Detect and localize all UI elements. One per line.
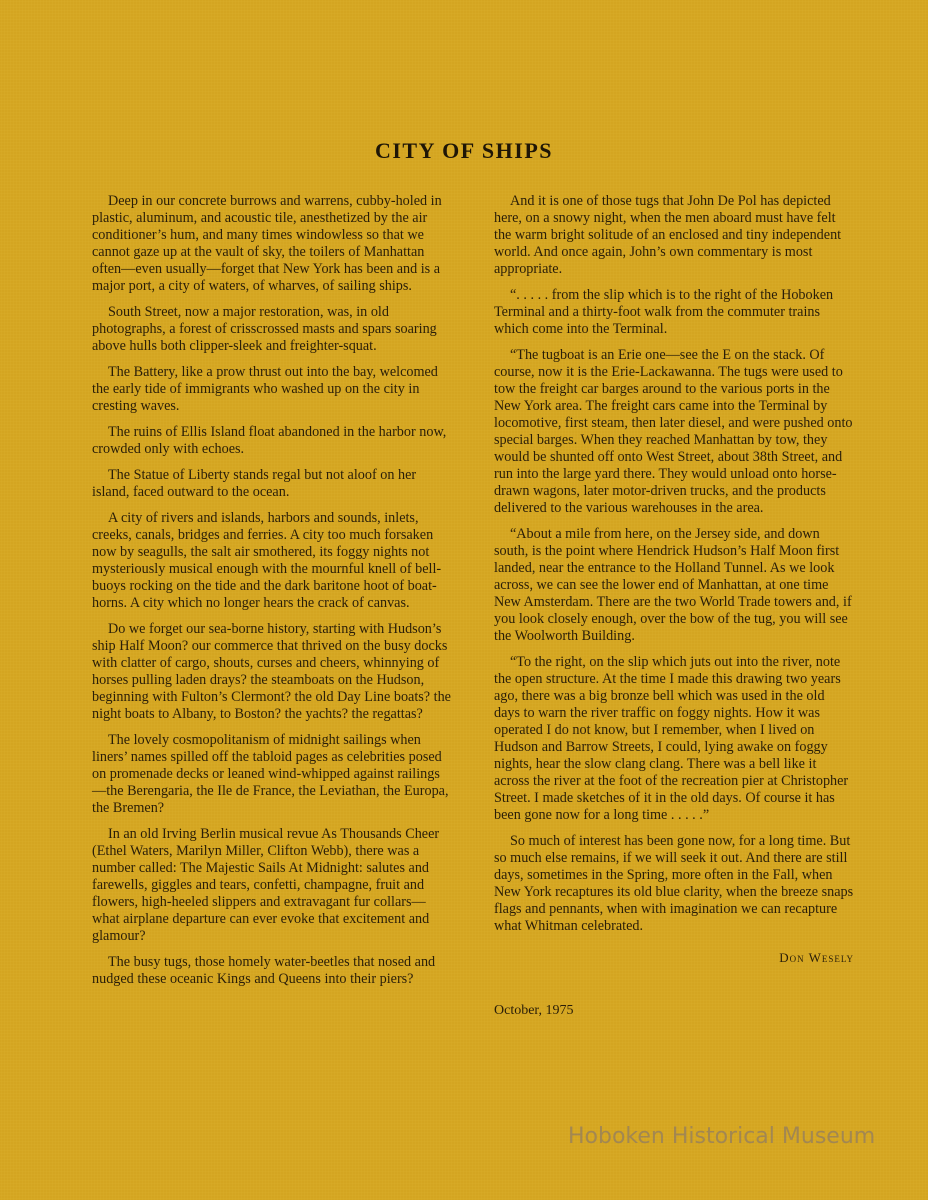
paragraph: And it is one of those tugs that John De Pol has depicted here, on a snowy night, when the men aboard must have felt the warm bright solitude of an enclosed and tiny independent world. And once again, John’s own commentary is most appropriate. [494, 193, 842, 277]
paragraph: In an old Irving Berlin musical revue As Thousands Cheer (Ethel Waters, Marilyn Miller, Clifton Webb), there was a number called: The Majestic Sails At Midnight: salutes and farewells, giggles and tears, confetti, champagne, fruit and flowers, high-heeled slippers and extravagant fur collars—what airplane departure can ever evoke that excitement and glamour? [92, 826, 440, 944]
paragraph: The ruins of Ellis Island float abandoned in the harbor now, crowded only with echoes. [92, 424, 447, 457]
date: October, 1975 [494, 1003, 574, 1018]
paragraph: The Statue of Liberty stands regal but not aloof on her island, faced outward to the ocean. [92, 467, 417, 500]
left-column [92, 193, 452, 997]
watermark: Hoboken Historical Museum [568, 1124, 876, 1149]
page-title: CITY OF SHIPS [374, 138, 553, 163]
paragraph: “The tugboat is an Erie one—see the E on the stack. Of course, now it is the Erie-Lackawanna. The tugs were used to tow the freight car barges around to the various ports in the New York area. The freight cars came into the Terminal by locomotive, first steam, then later diesel, and were pushed onto special barges. When they reached Manhattan by tow, they would be shunted off onto West Street, about 38th Street, and run into the large yard there. They would unload onto horse-drawn wagons, later motor-driven trucks, and the products delivered to the various warehouses in the area. [494, 347, 853, 516]
right-column [494, 193, 854, 1019]
paragraph: “To the right, on the slip which juts out into the river, note the open structure. At the time I made this drawing two years ago, there was a big bronze bell which was used in the old days to warn the river traffic on foggy nights. How it was operated I do not know, but I remember, when I lived on Hudson and Barrow Streets, I could, lying awake on foggy nights, hear the slow clang clang. There was a bell like it across the river at the foot of the recreation pier at Christopher Street. I made sketches of it in the old days. Of course it has been gone now for a long time . . . . .” [494, 654, 849, 823]
paragraph: “About a mile from here, on the Jersey side, and down south, is the point where Hendrick Hudson’s Half Moon first landed, near the entrance to the Holland Tunnel. As we look across, we can see the lower end of Manhattan, at one time New Amsterdam. There are the two World Trade towers and, if you look closely enough, over the bow of the tug, you will see the Woolworth Building. [494, 526, 852, 644]
paragraph: A city of rivers and islands, harbors and sounds, inlets, creeks, canals, bridges and ferries. A city too much forsaken now by seagulls, the salt air smothered, its foggy nights not mysteriously musical enough with the mournful knell of bell-buoys rocking on the tide and the dark baritone hoot of boat-horns. A city which no longer hears the crack of canvas. [92, 510, 442, 611]
paragraph: The Battery, like a prow thrust out into the bay, welcomed the early tide of immigrants who washed up on the city in cresting waves. [92, 364, 438, 414]
paragraph: So much of interest has been gone now, for a long time. But so much else remains, if we will seek it out. And there are still days, sometimes in the Spring, more often in the Fall, when New York recaptures its old blue clarity, when the breeze snaps flags and pennants, when with imagination we can recapture what Whitman celebrated. [494, 833, 854, 934]
author-signature: Don Wesely [779, 950, 854, 965]
paragraph: “. . . . . from the slip which is to the right of the Hoboken Terminal and a thirty-foot walk from the commuter trains which come into the Terminal. [494, 287, 834, 337]
paragraph: Do we forget our sea-borne history, starting with Hudson’s ship Half Moon? our commerce that thrived on the busy docks with clatter of cargo, shouts, curses and cheers, whinnying of horses pulling laden drays? the steamboats on the Hudson, beginning with Fulton’s Clermont? the old Day Line boats? the night boats to Albany, to Boston? the yachts? the regattas? [92, 621, 451, 722]
paragraph: South Street, now a major restoration, was, in old photographs, a forest of crisscrossed masts and spars soaring above hulls both clipper-sleek and freighter-squat. [92, 304, 437, 354]
paragraph: Deep in our concrete burrows and warrens, cubby-holed in plastic, aluminum, and acoustic tile, anesthetized by the air conditioner’s hum, and many times windowless so that we cannot gaze up at the vault of sky, the toilers of Manhattan often—even usually—forget that New York has been and is a major port, a city of waters, of wharves, of sailing ships. [92, 193, 442, 294]
paragraph: The lovely cosmopolitanism of midnight sailings when liners’ names spilled off the tabloid pages as celebrities posed on promenade decks or leaned wind-whipped against railings—the Berengaria, the Ile de France, the Leviathan, the Europa, the Bremen? [92, 732, 449, 816]
paragraph: The busy tugs, those homely water-beetles that nosed and nudged these oceanic Kings and Queens into their piers? [92, 954, 436, 987]
